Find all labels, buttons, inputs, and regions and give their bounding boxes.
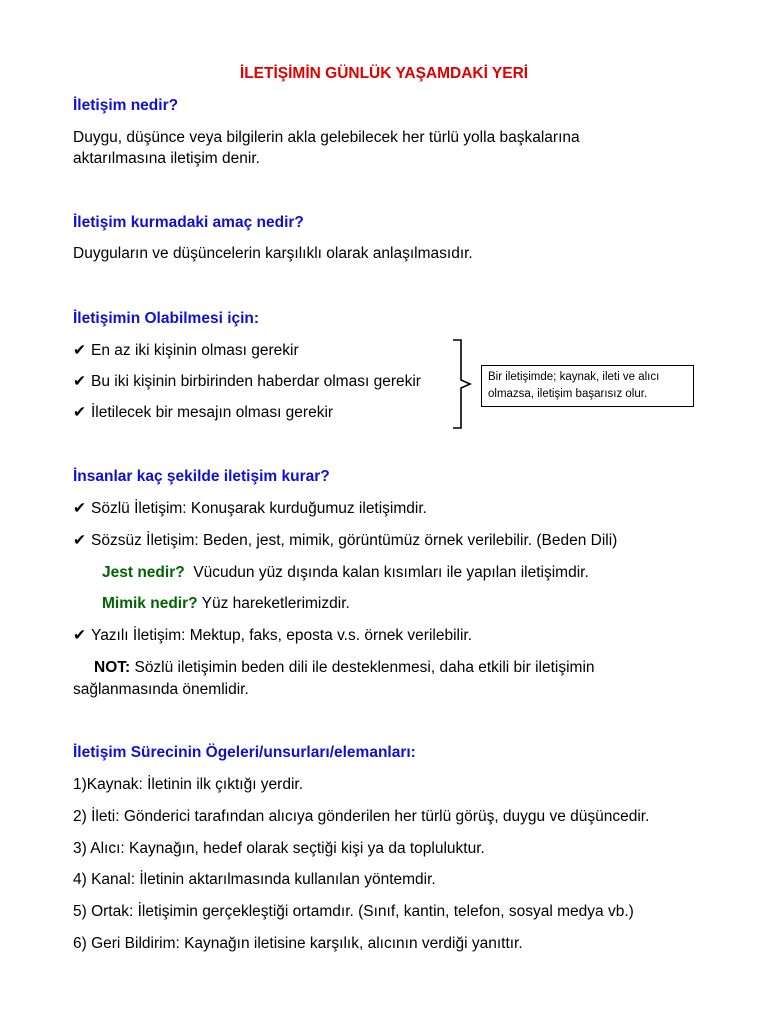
requirement-text: Bu iki kişinin birbirinden haberdar olması gerekir [91,373,421,390]
element-item: 3) Alıcı: Kaynağın, hedef olarak seçtiği kişi ya da topluluktur. [73,840,485,857]
element-item: 2) İleti: Gönderici tarafından alıcıya gönderilen her türlü görüş, duygu ve düşüncedir. [73,808,650,825]
note-text-2: sağlanmasında önemlidir. [73,681,249,698]
heading-what-is-communication: İletişim nedir? [73,97,179,114]
element-item: 4) Kanal: İletinin aktarılmasında kullanılan yöntemdir. [73,871,436,888]
type-item-written [73,626,472,646]
requirement-item [73,372,421,392]
definition-line-1: Duygu, düşünce veya bilgilerin akla gelebilecek her türlü yolla başkalarına [73,129,580,146]
mimik-question: Mimik nedir? [102,595,198,612]
jest-line [102,563,589,583]
type-text: Yazılı İletişim: Mektup, faks, eposta v.s. örnek verilebilir. [91,627,473,644]
note-box [481,365,694,407]
jest-question: Jest nedir? [102,564,185,581]
note-label: NOT: [94,659,131,676]
element-item: 6) Geri Bildirim: Kaynağın iletisine karşılık, alıcının verdiği yanıttır. [73,935,523,952]
check-icon: ✔ [73,627,86,644]
note-line-2: olmazsa, iletişim başarısız olur. [488,388,648,400]
check-icon: ✔ [73,532,86,549]
definition-line-2: aktarılmasına iletişim denir. [73,150,260,167]
type-text: Sözsüz İletişim: Beden, jest, mimik, görüntümüz örnek verilebilir. (Beden Dili) [91,532,618,549]
check-icon: ✔ [73,404,86,421]
right-brace-icon [448,338,478,430]
requirement-item [73,403,333,423]
requirement-text: İletilecek bir mesajın olması gerekir [91,404,334,421]
check-icon: ✔ [73,342,86,359]
type-text: Sözlü İletişim: Konuşarak kurduğumuz iletişimdir. [91,500,427,517]
heading-requirements: İletişimin Olabilmesi için: [73,310,260,327]
page-title: İLETİŞİMİN GÜNLÜK YAŞAMDAKİ YERİ [239,65,529,82]
note-text-1: Sözlü iletişimin beden dili ile desteklenmesi, daha etkili bir iletişimin [130,659,595,676]
note-line [94,658,595,678]
check-icon: ✔ [73,373,86,390]
mimik-answer: Yüz hareketlerimizdir. [197,595,350,612]
purpose-text: Duyguların ve düşüncelerin karşılıklı olarak anlaşılmasıdır. [73,245,473,262]
jest-answer: Vücudun yüz dışında kalan kısımları ile yapılan iletişimdir. [184,564,589,581]
type-item-verbal [73,499,427,519]
mimik-line [102,594,350,614]
check-icon: ✔ [73,500,86,517]
heading-elements: İletişim Sürecinin Ögeleri/unsurları/elemanları: [73,744,416,761]
element-item: 1)Kaynak: İletinin ilk çıktığı yerdir. [73,776,304,793]
type-item-nonverbal [73,531,617,551]
element-item: 5) Ortak: İletişimin gerçekleştiği ortamdır. (Sınıf, kantin, telefon, sosyal medya vb.) [73,903,634,920]
heading-purpose: İletişim kurmadaki amaç nedir? [73,214,304,231]
heading-types: İnsanlar kaç şekilde iletişim kurar? [73,468,330,485]
requirement-text: En az iki kişinin olması gerekir [91,342,299,359]
requirement-item [73,341,299,361]
note-line-1: Bir iletişimde; kaynak, ileti ve alıcı [488,371,660,383]
